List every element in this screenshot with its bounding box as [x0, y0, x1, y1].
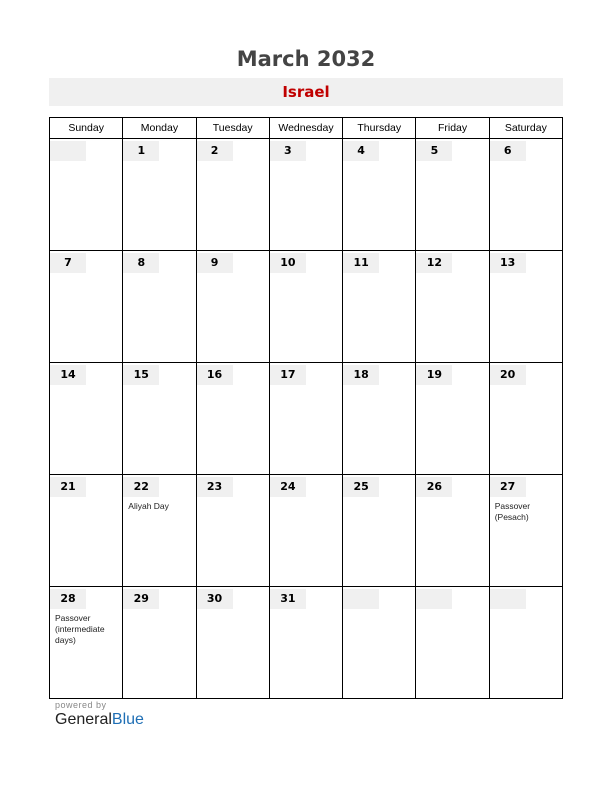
day-number: 3: [270, 141, 306, 161]
day-cell: [50, 363, 123, 475]
day-cell: [123, 587, 196, 699]
day-number: 26: [416, 477, 452, 497]
generalblue-logo: [55, 711, 144, 729]
day-cell: [416, 587, 489, 699]
day-number: 21: [50, 477, 86, 497]
week-row: [50, 139, 563, 251]
holiday-label: Passover (intermediate days): [55, 613, 105, 645]
day-number: [343, 589, 379, 609]
day-cell: [269, 587, 342, 699]
holiday-label: Aliyah Day: [128, 501, 169, 511]
day-cell: [489, 475, 562, 587]
weekday-wednesday: Wednesday: [269, 118, 342, 139]
day-cell: [269, 475, 342, 587]
weekday-thursday: Thursday: [343, 118, 416, 139]
day-number: 11: [343, 253, 379, 273]
day-cell: [489, 363, 562, 475]
day-number: 19: [416, 365, 452, 385]
day-number: 4: [343, 141, 379, 161]
day-number: [50, 141, 86, 161]
day-number: 12: [416, 253, 452, 273]
day-number: 1: [123, 141, 159, 161]
day-cell: [50, 251, 123, 363]
day-number: 15: [123, 365, 159, 385]
country-name: Israel: [282, 83, 330, 101]
day-cell: [489, 587, 562, 699]
day-cell: [343, 475, 416, 587]
day-number: 18: [343, 365, 379, 385]
day-number: 20: [490, 365, 526, 385]
logo-text-general: General: [55, 711, 112, 728]
day-cell: [196, 363, 269, 475]
day-cell: [123, 251, 196, 363]
week-row: [50, 251, 563, 363]
day-cell: [269, 251, 342, 363]
day-cell: [123, 475, 196, 587]
logo-text-blue: Blue: [111, 711, 144, 728]
day-number: 29: [123, 589, 159, 609]
weekday-tuesday: Tuesday: [196, 118, 269, 139]
day-cell: [416, 251, 489, 363]
day-cell: [196, 475, 269, 587]
day-number: 28: [50, 589, 86, 609]
day-cell: [343, 587, 416, 699]
day-number: 22: [123, 477, 159, 497]
day-cell: [50, 587, 123, 699]
day-cell: [343, 139, 416, 251]
footer: [55, 700, 144, 729]
week-row: [50, 587, 563, 699]
day-number: 13: [490, 253, 526, 273]
day-cell: [343, 363, 416, 475]
country-banner: [49, 78, 563, 106]
day-cell: [269, 139, 342, 251]
day-cell: [196, 587, 269, 699]
day-number: 25: [343, 477, 379, 497]
weekday-monday: Monday: [123, 118, 196, 139]
calendar-title: March 2032: [236, 47, 376, 71]
calendar-weeks: [50, 139, 563, 699]
day-number: 17: [270, 365, 306, 385]
day-number: 9: [197, 253, 233, 273]
day-cell: [196, 139, 269, 251]
day-number: 14: [50, 365, 86, 385]
day-cell: [50, 475, 123, 587]
day-number: [416, 589, 452, 609]
day-cell: [416, 475, 489, 587]
day-number: 10: [270, 253, 306, 273]
day-number: 23: [197, 477, 233, 497]
weekday-sunday: Sunday: [50, 118, 123, 139]
day-number: [490, 589, 526, 609]
day-cell: [343, 251, 416, 363]
day-cell: [416, 139, 489, 251]
day-cell: [489, 139, 562, 251]
day-cell: [269, 363, 342, 475]
holiday-label: Passover (Pesach): [494, 501, 531, 522]
week-row: [50, 475, 563, 587]
day-cell: [123, 363, 196, 475]
day-number: 16: [197, 365, 233, 385]
week-row: [50, 363, 563, 475]
day-number: 30: [197, 589, 233, 609]
day-number: 6: [490, 141, 526, 161]
weekday-friday: Friday: [416, 118, 489, 139]
day-number: 31: [270, 589, 306, 609]
day-cell: [50, 139, 123, 251]
month-calendar-grid: [49, 117, 563, 699]
day-number: 7: [50, 253, 86, 273]
weekday-header-row: [50, 118, 563, 139]
day-cell: [416, 363, 489, 475]
day-number: 24: [270, 477, 306, 497]
weekday-saturday: Saturday: [489, 118, 562, 139]
day-cell: [196, 251, 269, 363]
day-cell: [123, 139, 196, 251]
day-number: 27: [490, 477, 526, 497]
day-number: 2: [197, 141, 233, 161]
day-number: 8: [123, 253, 159, 273]
powered-by-label: powered by: [55, 700, 107, 710]
day-number: 5: [416, 141, 452, 161]
day-cell: [489, 251, 562, 363]
